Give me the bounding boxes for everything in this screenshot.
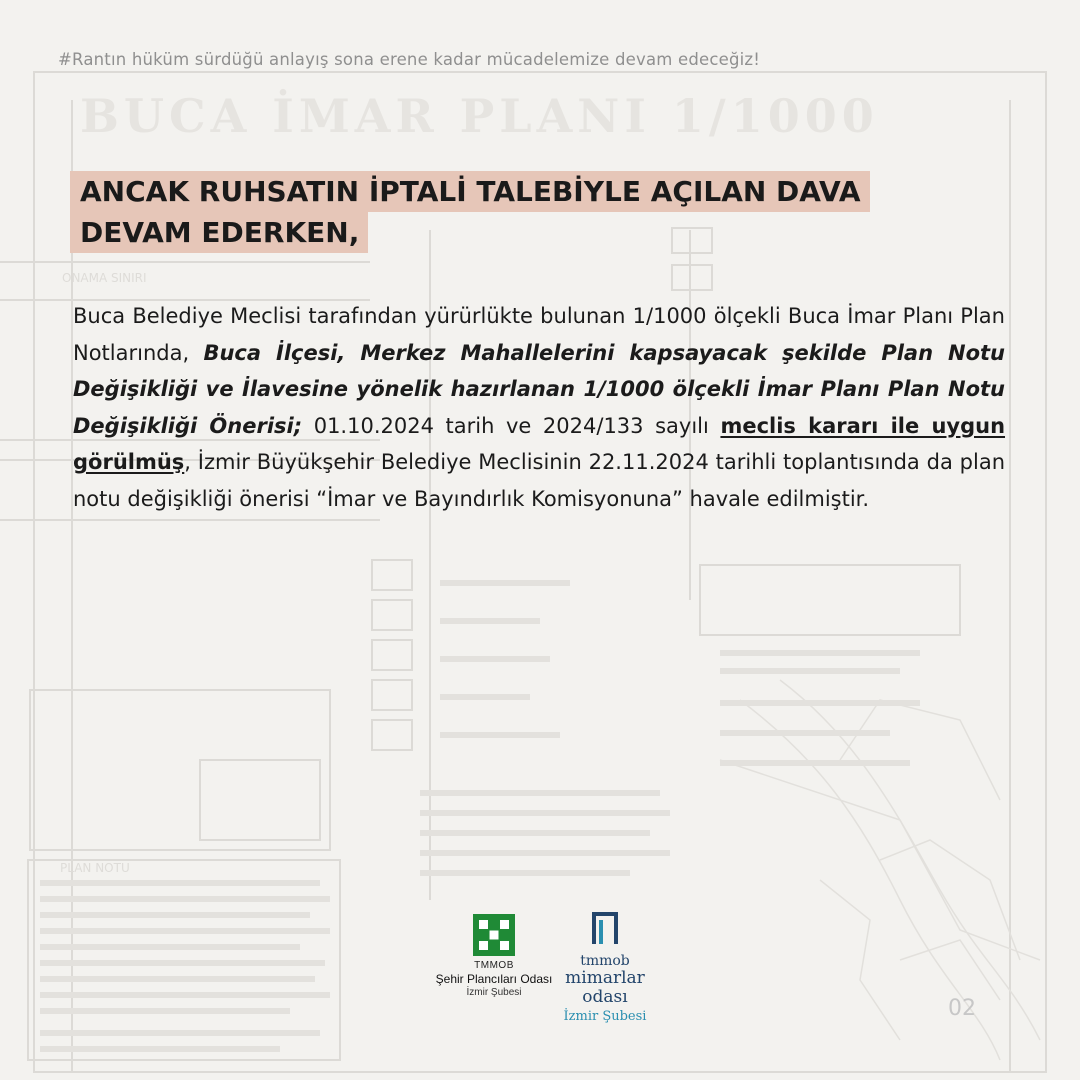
logos <box>400 910 680 1040</box>
headline-line-2: DEVAM EDERKEN, <box>70 212 368 253</box>
body-part-1: Buca Belediye Meclisi tarafından yürürlükte bulunan 1/1000 ölçekli Buca İmar Planı Plan Notlarında, <box>73 304 1005 365</box>
mo-logo <box>545 912 665 1024</box>
mo-line-2: mimarlar <box>565 968 645 988</box>
body-part-2-bold-italic: Buca İlçesi, Merkez Mahallelerini kapsayacak şekilde Plan Notu Değişikliği ve İlavesine yönelik hazırlanan 1/1000 ölçekli İmar Planı Plan Notu Değişikliği Önerisi; <box>73 340 1005 438</box>
headline-line-1: ANCAK RUHSATIN İPTALİ TALEBİYLE AÇILAN DAVA <box>70 171 870 212</box>
body-part-3: 01.10.2024 tarih ve 2024/133 sayılı <box>302 413 721 438</box>
body-part-4-bold-underline: meclis kararı ile uygun görülmüş <box>73 413 1006 474</box>
legend-heading-text: ONAMA SINIRI <box>62 271 147 285</box>
hashtag-text: #Rantın hüküm sürdüğü anlayış sona erene kadar mücadelemize devam edeceğiz! <box>58 50 761 69</box>
body-part-5: , İzmir Büyükşehir Belediye Meclisinin 22.11.2024 tarihli toplantısında da plan notu değişikliği önerisi “İmar ve Bayındırlık Komisyonuna” havale edilmiştir. <box>73 450 1005 511</box>
spo-line-3: İzmir Şubesi <box>466 987 522 998</box>
spo-line-1: TMMOB <box>474 960 514 971</box>
map-title-text: BUCA İMAR PLANI 1/1000 <box>80 89 879 143</box>
page-number: 02 <box>948 996 976 1021</box>
headline <box>70 171 870 253</box>
body-paragraph <box>73 298 1005 517</box>
mo-line-1: tmmob <box>580 953 630 969</box>
spo-logo <box>424 914 564 998</box>
notes-heading-text: PLAN NOTU <box>60 861 130 875</box>
mo-line-4: İzmir Şubesi <box>563 1009 647 1024</box>
mo-bracket-icon <box>592 912 618 946</box>
spo-grid-icon <box>473 914 515 956</box>
mo-line-3: odası <box>582 987 628 1007</box>
spo-line-2: Şehir Plancıları Odası <box>435 972 553 986</box>
